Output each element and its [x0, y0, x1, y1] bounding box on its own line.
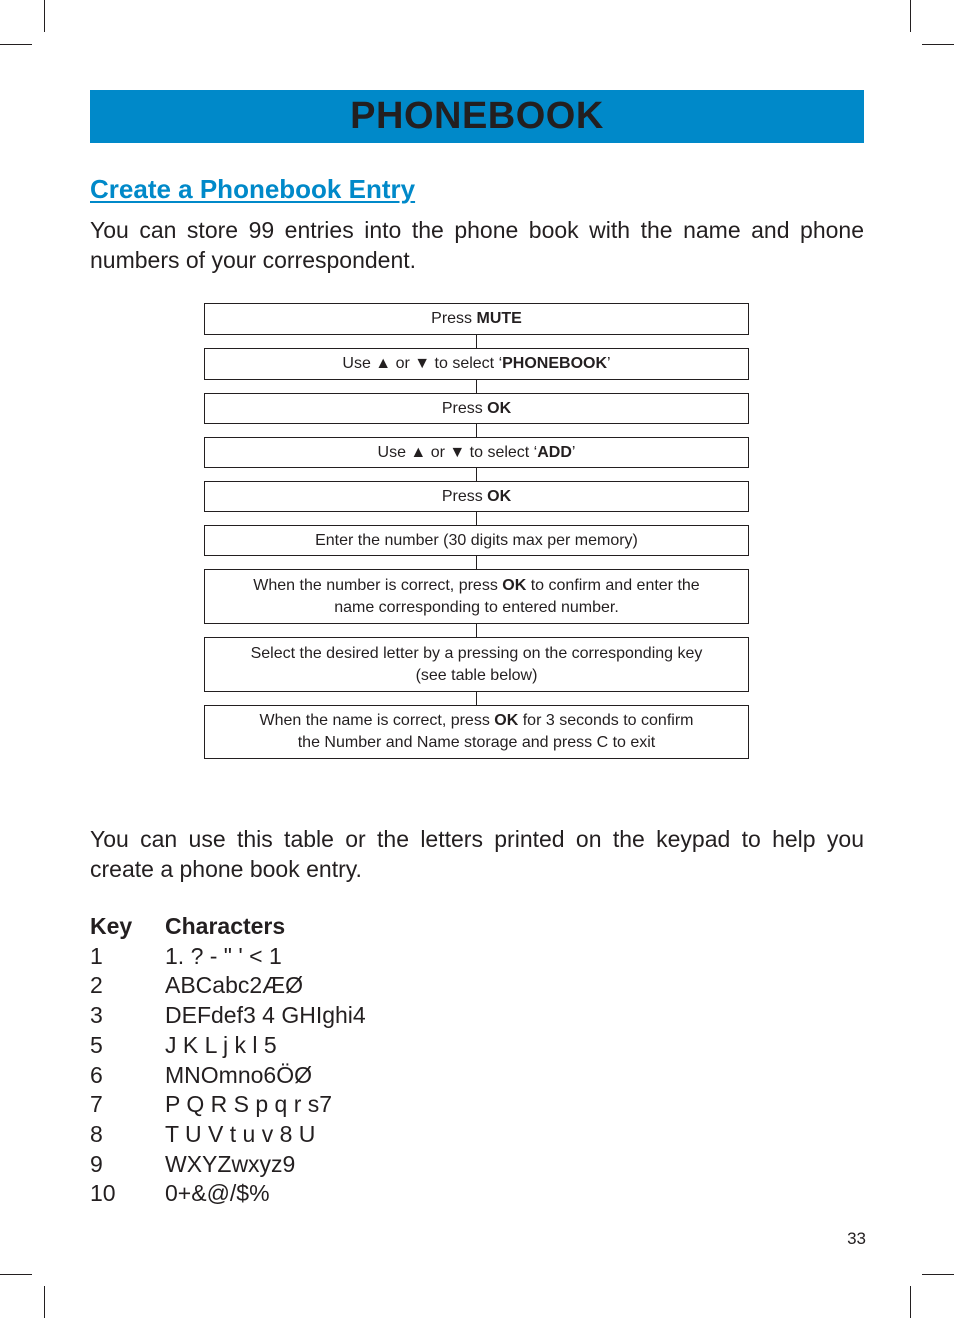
table-row [90, 1061, 366, 1091]
key-cell: 9 [90, 1150, 103, 1177]
crop-mark [910, 0, 911, 32]
characters-cell: J K L j k l 5 [165, 1031, 277, 1058]
table-row [90, 942, 366, 972]
flow-step-text: name corresponding to entered number. [334, 598, 619, 616]
flow-step-line [205, 575, 748, 597]
page-number: 33 [847, 1229, 866, 1248]
characters-cell: P Q R S p q r s7 [165, 1091, 333, 1118]
key-column-header: Key [90, 913, 133, 939]
flow-step [204, 705, 749, 759]
table-row [90, 1120, 366, 1150]
crop-mark [0, 44, 32, 45]
characters-column-header: Characters [165, 913, 286, 939]
crop-mark [922, 1274, 954, 1275]
key-cell: 10 [90, 1180, 116, 1207]
table-row [90, 971, 366, 1001]
flow-step [204, 525, 749, 556]
flow-step-line [205, 665, 748, 687]
intro-paragraph: You can store 99 entries into the phone book with the name and phone numbers of your correspondent. [90, 217, 864, 273]
key-cell: 8 [90, 1120, 103, 1147]
flow-step-line [205, 530, 748, 552]
crop-mark [44, 0, 45, 32]
flow-step-line [205, 597, 748, 619]
table-row [90, 1031, 366, 1061]
flow-connector [476, 556, 477, 569]
table-row [90, 1090, 366, 1120]
flow-connector [476, 380, 477, 393]
flow-step-text: ’ [571, 443, 576, 461]
key-table [90, 912, 366, 1209]
flow-step [204, 637, 749, 692]
flow-step-line [205, 353, 748, 375]
flow-step-key: OK [487, 399, 512, 417]
page-title: PHONEBOOK [350, 95, 604, 137]
key-cell: 6 [90, 1061, 103, 1088]
table-row [90, 1179, 366, 1209]
flow-connector [476, 424, 477, 437]
flow-step-key: PHONEBOOK [502, 355, 608, 372]
flow-step [204, 569, 749, 624]
crop-mark [0, 1274, 32, 1275]
flow-step-line [205, 732, 748, 754]
flow-step [204, 437, 749, 468]
flow-step-text: (see table below) [415, 666, 538, 684]
flow-connector [476, 692, 477, 705]
flow-step-line [205, 643, 748, 665]
flow-step [204, 303, 749, 335]
flow-step-key: OK [494, 712, 519, 729]
flow-step-key: ADD [537, 443, 572, 461]
flow-step-text: ’ [607, 355, 611, 372]
flow-step-line [205, 398, 748, 420]
section-title: Create a Phonebook Entry [90, 174, 416, 204]
characters-cell: 1. ? - " ' < 1 [165, 942, 282, 969]
characters-cell: DEFdef3 4 GHIghi4 [165, 1002, 366, 1029]
procedure-flowchart [204, 303, 749, 759]
flow-step-text: for 3 seconds to confirm [518, 712, 694, 729]
flow-step-line [205, 442, 748, 464]
flow-step-line [205, 308, 748, 330]
characters-cell: 0+&@/$% [165, 1180, 270, 1207]
characters-cell: MNOmno6ÖØ [165, 1061, 312, 1088]
characters-cell: T U V t u v 8 U [165, 1120, 316, 1147]
flow-step-text: Use ▲ or ▼ to select ‘ [342, 355, 503, 372]
flow-step-text: Enter the number (30 digits max per memory) [315, 531, 638, 549]
characters-cell: ABCabc2ÆØ [165, 972, 304, 999]
key-table-header [90, 912, 366, 942]
key-cell: 5 [90, 1031, 103, 1058]
flow-step-text: When the name is correct, press [259, 712, 495, 729]
flow-connector [476, 512, 477, 525]
flow-step-line [205, 486, 748, 508]
characters-cell: WXYZwxyz9 [165, 1150, 296, 1177]
flow-step [204, 393, 749, 424]
key-cell: 3 [90, 1002, 103, 1029]
crop-mark [910, 1286, 911, 1318]
key-cell: 7 [90, 1091, 103, 1118]
flow-step-line [205, 710, 748, 732]
flow-step-text: Use ▲ or ▼ to select ‘ [377, 443, 538, 461]
crop-mark [44, 1286, 45, 1318]
key-cell: 2 [90, 972, 103, 999]
flow-step-key: MUTE [476, 310, 522, 327]
flow-step-text: When the number is correct, press [253, 576, 503, 594]
flow-step-text: to confirm and enter the [526, 576, 700, 594]
flow-connector [476, 624, 477, 637]
flow-step-key: OK [502, 576, 527, 594]
flow-step-text: the Number and Name storage and press C to exit [297, 734, 656, 751]
flow-connector [476, 335, 477, 348]
flow-step [204, 348, 749, 380]
flow-connector [476, 468, 477, 481]
header-banner [90, 90, 864, 143]
flow-step [204, 481, 749, 512]
flow-step-text: Press [441, 487, 488, 505]
crop-mark [922, 44, 954, 45]
table-row [90, 1001, 366, 1031]
table-intro-paragraph: You can use this table or the letters printed on the keypad to help you create a phone book entry. [90, 826, 864, 882]
flow-step-text: Select the desired letter by a pressing on the corresponding key [250, 644, 703, 662]
key-cell: 1 [90, 942, 103, 969]
flow-step-key: OK [487, 487, 512, 505]
flow-step-text: Press [431, 310, 477, 327]
table-row [90, 1150, 366, 1180]
flow-step-text: Press [441, 399, 488, 417]
